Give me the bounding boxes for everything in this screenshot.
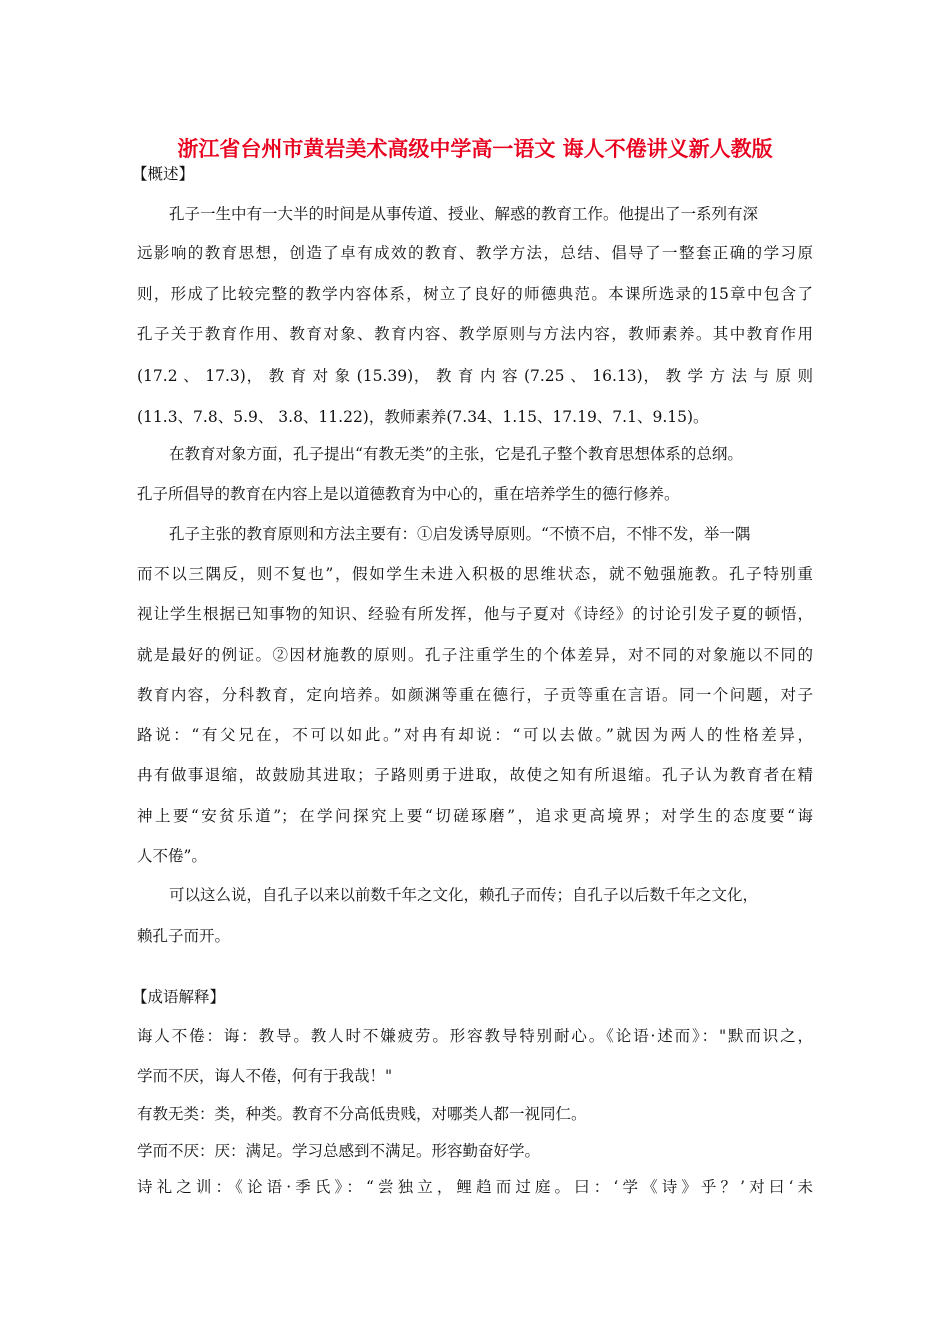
- idiom-heading: 【成语解释】: [132, 988, 226, 1006]
- overview-line: 孔子所倡导的教育在内容上是以道德教育为中心的，重在培养学生的德行修养。: [137, 485, 680, 503]
- overview-line: 则，形成了比较完整的教学内容体系，树立了良好的师德典范。本课所选录的15章中包含了: [137, 285, 813, 303]
- idiom-line: 学而不厌，诲人不倦，何有于我哉！": [137, 1067, 393, 1085]
- overview-line: 路说：“有父兄在，不可以如此。”对冉有却说：“可以去做。”就因为两人的性格差异，: [137, 726, 813, 744]
- idiom-line: 诲人不倦：诲：教导。教人时不嫌疲劳。形容教导特别耐心。《论语·述而》："默而识之，: [137, 1027, 813, 1045]
- overview-line: 神上要“安贫乐道”；在学问探究上要“切磋琢磨”，追求更高境界；对学生的态度要“诲: [137, 807, 813, 825]
- overview-line: 赖孔子而开。: [137, 927, 231, 945]
- overview-line: 孔子关于教育作用、教育对象、教育内容、教学原则与方法内容，教师素养。其中教育作用: [137, 325, 813, 343]
- overview-line: 冉有做事退缩，故鼓励其进取；子路则勇于进取，故使之知有所退缩。孔子认为教育者在精: [137, 766, 813, 784]
- overview-line: 远影响的教育思想，创造了卓有成效的教育、教学方法，总结、倡导了一整套正确的学习原: [137, 244, 813, 262]
- idiom-line: 学而不厌：厌：满足。学习总感到不满足。形容勤奋好学。: [137, 1142, 541, 1160]
- overview-line: 人不倦”。: [137, 847, 207, 865]
- document-title: 浙江省台州市黄岩美术高级中学高一语文 诲人不倦讲义新人教版: [177, 137, 773, 161]
- idiom-line: 诗礼之训：《论语·季氏》：“尝独立，鲤趋而过庭。曰：‘学《诗》乎？’对曰‘未: [137, 1178, 813, 1196]
- overview-line: 教育内容，分科教育，定向培养。如颜渊等重在德行，子贡等重在言语。同一个问题，对子: [137, 686, 813, 704]
- idiom-line: 有教无类：类，种类。教育不分高低贵贱，对哪类人都一视同仁。: [137, 1105, 587, 1123]
- overview-heading: 【概述】: [132, 165, 195, 183]
- overview-line: 可以这么说，自孔子以来以前数千年之文化，赖孔子而传；自孔子以后数千年之文化，: [169, 886, 759, 904]
- overview-line: 在教育对象方面，孔子提出“有教无类”的主张，它是孔子整个教育思想体系的总纲。: [169, 445, 743, 463]
- overview-line: 视让学生根据已知事物的知识、经验有所发挥，他与子夏对《诗经》的讨论引发子夏的顿悟，: [137, 605, 813, 623]
- overview-line: 孔子主张的教育原则和方法主要有：①启发诱导原则。“不愤不启，不悱不发，举一隅: [169, 525, 751, 543]
- overview-line: (17.2 、 17.3)， 教 育 对 象 (15.39)， 教 育 内 容 (7.25 、 16.13)， 教 学 方 法 与 原 则: [137, 367, 813, 385]
- overview-line: 孔子一生中有一大半的时间是从事传道、授业、解惑的教育工作。他提出了一系列有深: [169, 205, 759, 223]
- overview-line: 就是最好的例证。②因材施教的原则。孔子注重学生的个体差异，对不同的对象施以不同的: [137, 646, 813, 664]
- overview-line: (11.3、7.8、5.9、 3.8、11.22)，教师素养(7.34、1.15、17.19、7.1、9.15)。: [137, 408, 709, 426]
- overview-line: 而不以三隅反，则不复也”，假如学生未进入积极的思维状态，就不勉强施教。孔子特别重: [137, 565, 813, 583]
